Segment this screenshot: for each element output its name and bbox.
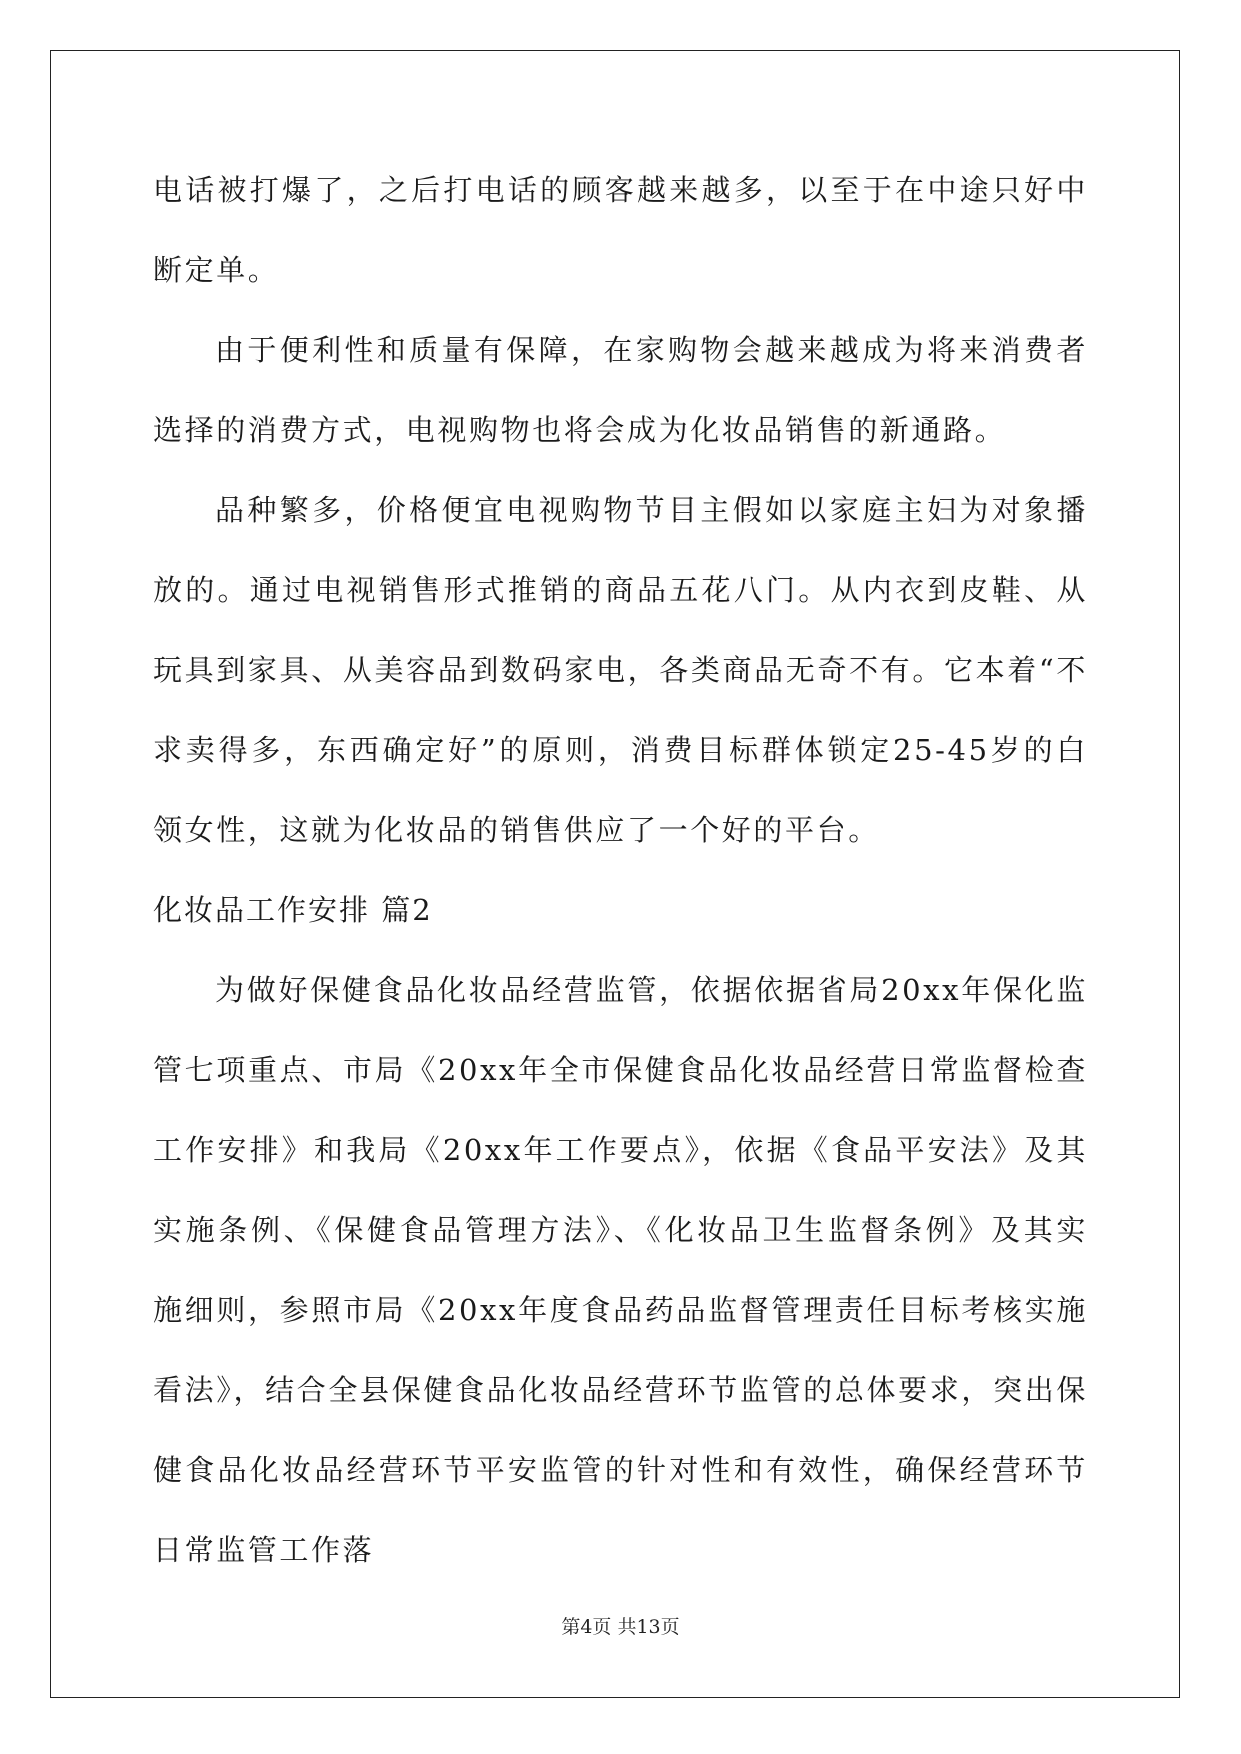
section-heading: 化妆品工作安排 篇2 — [153, 893, 433, 927]
page-footer: 第4页 共13页 — [561, 1616, 680, 1638]
paragraph-product-variety: 品种繁多，价格便宜电视购物节目主假如以家庭主妇为对象播放的。通过电视销售形式推销的商品五花八门。从内衣到皮鞋、从玩具到家具、从美容品到数码家电，各类商品无奇不有。它本着“不求卖得多，东西确定好”的原则，消费目标群体锁定25-45岁的白领女性，这就为化妆品的销售供应了一个好的平台。 — [153, 493, 1088, 847]
paragraph-supervision: 为做好保健食品化妆品经营监管，依据依据省局20xx年保化监管七项重点、市局《20xx年全市保健食品化妆品经营日常监督检查工作安排》和我局《20xx年工作要点》，依据《食品平安法》及其实施条例、《保健食品管理方法》、《化妆品卫生监督条例》及其实施细则，参照市局《20xx年度食品药品监督管理责任目标考核实施看法》，结合全县保健食品化妆品经营环节监管的总体要求，突出保健食品化妆品经营环节平安监管的针对性和有效性，确保经营环节日常监管工作落 — [153, 973, 1088, 1567]
document-body — [153, 150, 1088, 1590]
paragraph-continuation: 电话被打爆了，之后打电话的顾客越来越多，以至于在中途只好中断定单。 — [153, 173, 1088, 287]
paragraph-tv-shopping: 由于便利性和质量有保障，在家购物会越来越成为将来消费者选择的消费方式，电视购物也将会成为化妆品销售的新通路。 — [153, 333, 1088, 447]
